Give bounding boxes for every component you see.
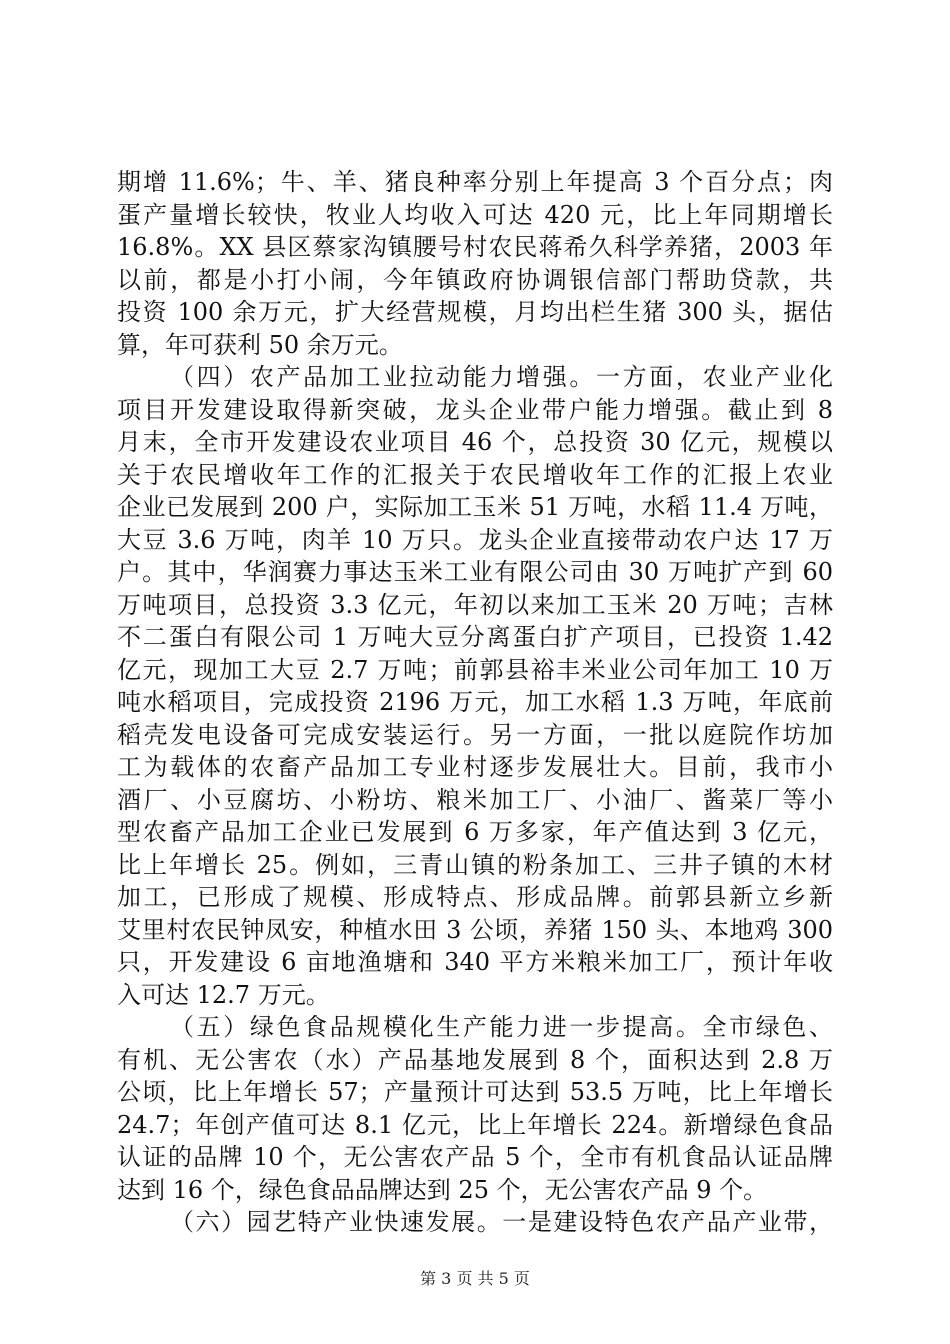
- text-line: 吨水稻项目，完成投资 2196 万元，加工水稻 1.3 万吨，年底前: [117, 688, 833, 716]
- text-line: 不二蛋白有限公司 1 万吨大豆分离蛋白扩产项目，已投资 1.42: [117, 623, 833, 651]
- text-line: 加工，已形成了规模、形成特点、形成品牌。前郭县新立乡新: [117, 883, 833, 911]
- paragraph-heading-line: （四）农产品加工业拉动能力增强。一方面，农业产业化: [170, 363, 833, 391]
- text-line: 亿元，现加工大豆 2.7 万吨；前郭县裕丰米业公司年加工 10 万: [117, 655, 833, 684]
- text-line: 以前，都是小打小闹，今年镇政府协调银信部门帮助贷款，共: [117, 265, 833, 294]
- page-footer: 第 3 页 共 5 页: [420, 1269, 530, 1288]
- text-line: 认证的品牌 10 个，无公害农产品 5 个，全市有机食品认证品牌: [117, 1143, 833, 1171]
- text-line: 型农畜产品加工企业已发展到 6 万多家，年产值达到 3 亿元，: [117, 818, 833, 846]
- text-line: 投资 100 余万元，扩大经营规模，月均出栏生猪 300 头，据估: [117, 298, 833, 326]
- text-line: 24.7；年创产值可达 8.1 亿元，比上年增长 224。新增绿色食品: [117, 1110, 833, 1139]
- text-line: 关于农民增收年工作的汇报关于农民增收年工作的汇报上农业: [117, 460, 833, 489]
- text-line: 艾里村农民钟凤安，种植水田 3 公顷，养猪 150 头、本地鸡 300: [117, 915, 833, 944]
- text-line: 月末，全市开发建设农业项目 46 个，总投资 30 亿元，规模以: [117, 428, 833, 456]
- paragraph-heading-line: （六）园艺特产业快速发展。一是建设特色农产品产业带，: [170, 1208, 833, 1236]
- text-line: 工为载体的农畜产品加工专业村逐步发展壮大。目前，我市小: [117, 753, 833, 781]
- text-line: 蛋产量增长较快，牧业人均收入可达 420 元，比上年同期增长: [117, 200, 833, 229]
- text-line: 项目开发建设取得新突破，龙头企业带户能力增强。截止到 8: [117, 395, 833, 424]
- text-line: 万吨项目，总投资 3.3 亿元，年初以来加工玉米 20 万吨；吉林: [117, 590, 833, 619]
- text-line: 只，开发建设 6 亩地渔塘和 340 平方米粮米加工厂，预计年收: [117, 948, 833, 976]
- paragraph-heading-line: （五）绿色食品规模化生产能力进一步提高。全市绿色、: [170, 1013, 833, 1041]
- text-line: 户。其中，华润赛力事达玉米工业有限公司由 30 万吨扩产到 60: [117, 558, 833, 586]
- text-line: 企业已发展到 200 户，实际加工玉米 51 万吨，水稻 11.4 万吨，: [117, 493, 833, 521]
- text-line: 酒厂、小豆腐坊、小粉坊、粮米加工厂、小油厂、酱菜厂等小: [117, 785, 833, 814]
- text-line: 算，年可获利 50 余万元。: [117, 330, 403, 359]
- text-line: 达到 16 个，绿色食品品牌达到 25 个，无公害农产品 9 个。: [117, 1175, 768, 1204]
- text-line: 比上年增长 25。例如，三青山镇的粉条加工、三井子镇的木材: [117, 850, 833, 879]
- text-line: 有机、无公害农（水）产品基地发展到 8 个，面积达到 2.8 万: [117, 1045, 833, 1074]
- text-line: 期增 11.6%；牛、羊、猪良种率分别上年提高 3 个百分点；肉: [117, 168, 833, 196]
- text-line: 入可达 12.7 万元。: [117, 980, 330, 1009]
- text-line: 16.8%。XX 县区蔡家沟镇腰号村农民蒋希久科学养猪，2003 年: [117, 233, 833, 261]
- text-line: 稻壳发电设备可完成安装运行。另一方面，一批以庭院作坊加: [117, 720, 833, 749]
- text-line: 公顷，比上年增长 57；产量预计可达到 53.5 万吨，比上年增长: [117, 1078, 833, 1106]
- text-line: 大豆 3.6 万吨，肉羊 10 万只。龙头企业直接带动农户达 17 万: [117, 525, 833, 554]
